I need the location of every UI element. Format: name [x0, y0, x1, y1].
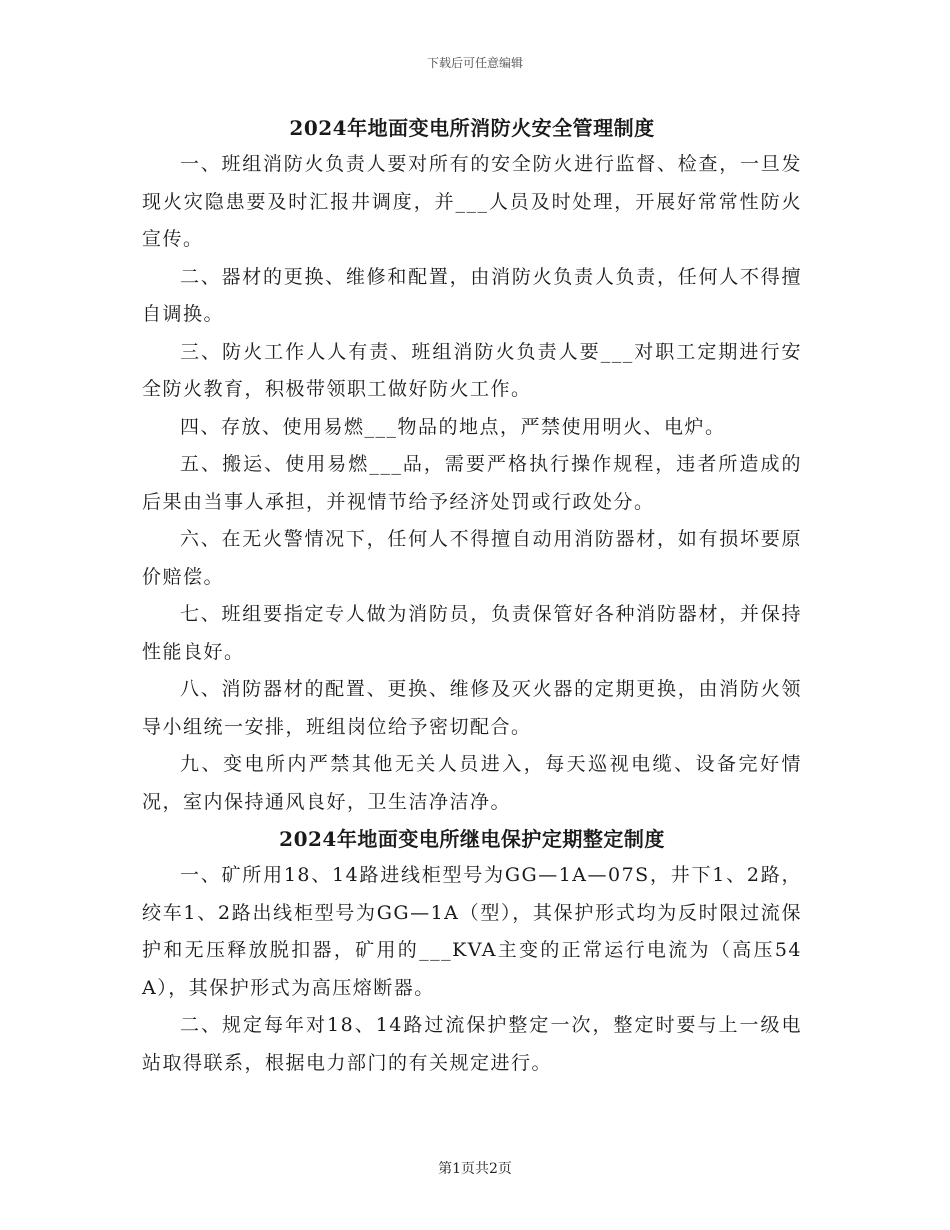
paragraph: 一、矿所用18、14路进线柜型号为GG—1A—07S，井下1、2路，绞车1、2路出线柜型号为GG—1A（型），其保护形式均为反时限过流保护和无压释放脱扣器，矿用的___KVA主变的正常运行电流为（高压54A），其保护形式为高压熔断器。	[142, 864, 802, 999]
paragraph: 八、消防器材的配置、更换、维修及灭火器的定期更换，由消防火领导小组统一安排，班组岗位给予密切配合。	[142, 678, 802, 738]
paragraph: 五、搬运、使用易燃___品，需要严格执行操作规程，违者所造成的后果由当事人承担，并视情节给予经济处罚或行政处分。	[142, 453, 802, 513]
section-title-relay-protection: 2024年地面变电所继电保护定期整定制度	[279, 827, 665, 851]
paragraph: 一、班组消防火负责人要对所有的安全防火进行监督、检查，一旦发现火灾隐患要及时汇报井调度，并___人员及时处理，开展好常常性防火宣传。	[142, 153, 802, 250]
paragraph: 二、规定每年对18、14路过流保护整定一次，整定时要与上一级电站取得联系，根据电力部门的有关规定进行。	[142, 1014, 802, 1074]
paragraph: 六、在无火警情况下，任何人不得擅自动用消防器材，如有损坏要原价赔偿。	[142, 528, 802, 588]
paragraph: 二、器材的更换、维修和配置，由消防火负责人负责，任何人不得擅自调换。	[142, 265, 802, 325]
paragraph: 四、存放、使用易燃___物品的地点，严禁使用明火、电炉。	[180, 415, 726, 438]
paragraph: 九、变电所内严禁其他无关人员进入，每天巡视电缆、设备完好情况，室内保持通风良好，卫生洁净洁净。	[142, 753, 802, 813]
section-title-fire-safety: 2024年地面变电所消防火安全管理制度	[289, 116, 655, 140]
page-footer: 第1页共2页	[438, 1161, 512, 1177]
document-body	[142, 110, 802, 1082]
paragraph: 三、防火工作人人有责、班组消防火负责人要___对职工定期进行安全防火教育，积极带领职工做好防火工作。	[142, 340, 802, 400]
header-note: 下载后可任意编辑	[426, 56, 523, 70]
paragraph: 七、班组要指定专人做为消防员，负责保管好各种消防器材，并保持性能良好。	[142, 603, 802, 663]
